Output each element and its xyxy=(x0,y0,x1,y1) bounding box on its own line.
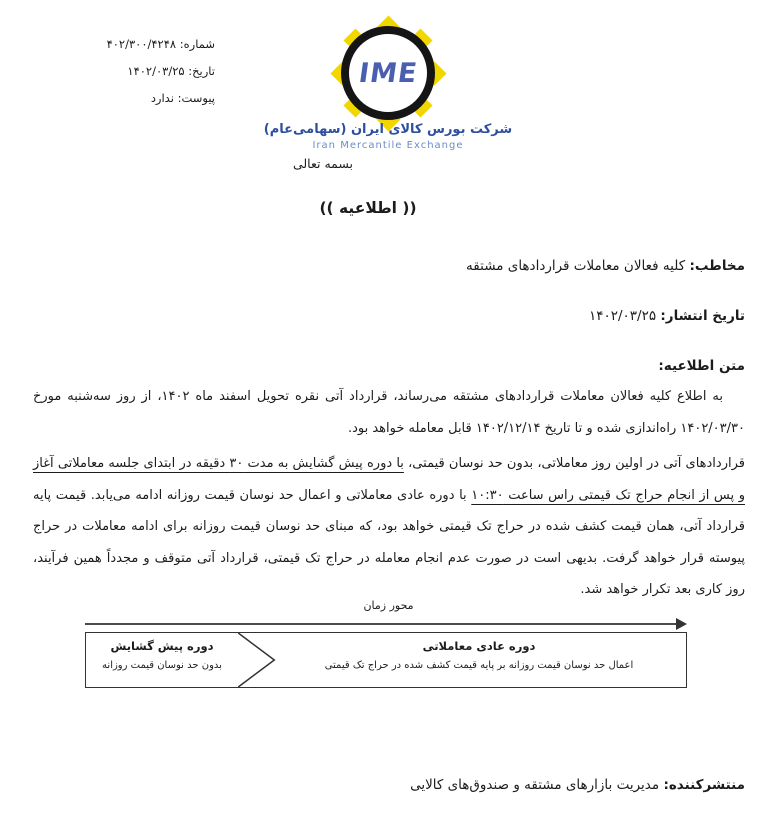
body-heading xyxy=(31,358,745,374)
ime-logo xyxy=(341,26,435,120)
recipient-label: مخاطب: xyxy=(689,258,745,274)
letter-number-label: شماره: xyxy=(179,37,215,51)
normal-session-subtitle: اعمال حد نوسان قیمت روزانه بر پایه قیمت کشف شده در حراج تک قیمتی xyxy=(324,660,634,671)
publish-date-line xyxy=(31,308,745,324)
logo-ring-icon xyxy=(341,26,435,120)
pre-opening-subtitle: بدون حد نوسان قیمت روزانه xyxy=(102,660,222,671)
letter-date-value: ۱۴۰۲/۰۳/۲۵ xyxy=(127,64,185,78)
body-paragraph-2 xyxy=(33,448,745,606)
letterhead-block xyxy=(35,31,215,112)
time-axis-arrowhead-icon xyxy=(676,618,687,630)
publish-date-value: ۱۴۰۲/۰۳/۲۵ xyxy=(589,308,657,324)
basmala-text: بسمه تعالی xyxy=(292,156,354,171)
letter-attachment-label: پیوست: xyxy=(177,91,215,105)
letter-number-line xyxy=(35,31,215,58)
brand-name-persian: شرکت بورس کالای ایران (سهامی‌عام) xyxy=(263,122,513,137)
letter-attachment-line xyxy=(35,85,215,112)
normal-session-title: دوره عادی معاملاتی xyxy=(422,639,536,653)
paragraph2-start: قراردادهای آتی در اولین روز معاملاتی، بدون حد نوسان قیمتی، xyxy=(403,456,745,471)
publisher-value: مدیریت بازارهای مشتقه و صندوق‌های کالایی xyxy=(410,777,660,793)
normal-session-cell xyxy=(276,639,682,671)
paragraph2-underlined-segment: با دوره پیش گشایش به مدت ۳۰ دقیقه در ابتدای جلسه معاملاتی آغاز و پس از انجام حراج تک قیمتی راس ساعت ۱۰:۳۰ xyxy=(33,456,745,503)
recipient-value: کلیه فعالان معاملات قراردادهای مشتقه xyxy=(466,258,686,274)
letter-attachment-value: ندارد xyxy=(150,91,174,105)
publisher-label: منتشرکننده: xyxy=(663,777,745,793)
paragraph2-end: با دوره عادی معاملاتی و اعمال حد نوسان قیمت روزانه ادامه می‌یابد. قیمت پایه قرارداد آتی، همان قیمت کشف شده در حراج تک قیمتی خواهد بود، که مبنای حد نوسان قیمت روزانه برای ادامه معاملات در حراج پیوسته قرار خواهد گرفت. بدیهی است در صورت عدم انجام معامله در حراج تک قیمتی، قرارداد آتی متوقف و مجدداً همین فرآیند، روز کاری بعد تکرار خواهد شد. xyxy=(33,487,745,597)
recipient-line xyxy=(31,258,745,274)
ime-monogram: IME xyxy=(356,57,420,89)
pre-opening-title: دوره پیش گشایش xyxy=(110,639,214,653)
brand-name-english: Iran Mercantile Exchange xyxy=(312,140,464,151)
letter-date-line xyxy=(35,58,215,85)
pre-opening-period-cell xyxy=(86,639,238,671)
body-heading-label: متن اطلاعیه: xyxy=(658,358,745,374)
letter-date-label: تاریخ: xyxy=(188,64,215,78)
publisher-line xyxy=(31,777,745,793)
time-axis-label: محور زمان xyxy=(363,599,414,612)
time-axis-line xyxy=(85,623,677,625)
publish-date-label: تاریخ انتشار: xyxy=(660,308,745,324)
letter-number-value: ۴۰۲/۳۰۰/۴۲۴۸ xyxy=(106,37,177,51)
trading-periods-diagram xyxy=(85,632,687,688)
body-paragraph-1: به اطلاع کلیه فعالان معاملات قراردادهای مشتقه می‌رساند، قرارداد آتی نقره تحویل اسفند ماه ۱۴۰۲، از روز سه‌شنبه مورخ ۱۴۰۲/۰۳/۳۰ راه‌اندازی شده و تا تاریخ ۱۴۰۲/۱۲/۱۴ قابل معامله خواهد بود. xyxy=(33,389,745,436)
page-title: (( اطلاعیه )) xyxy=(319,199,417,217)
